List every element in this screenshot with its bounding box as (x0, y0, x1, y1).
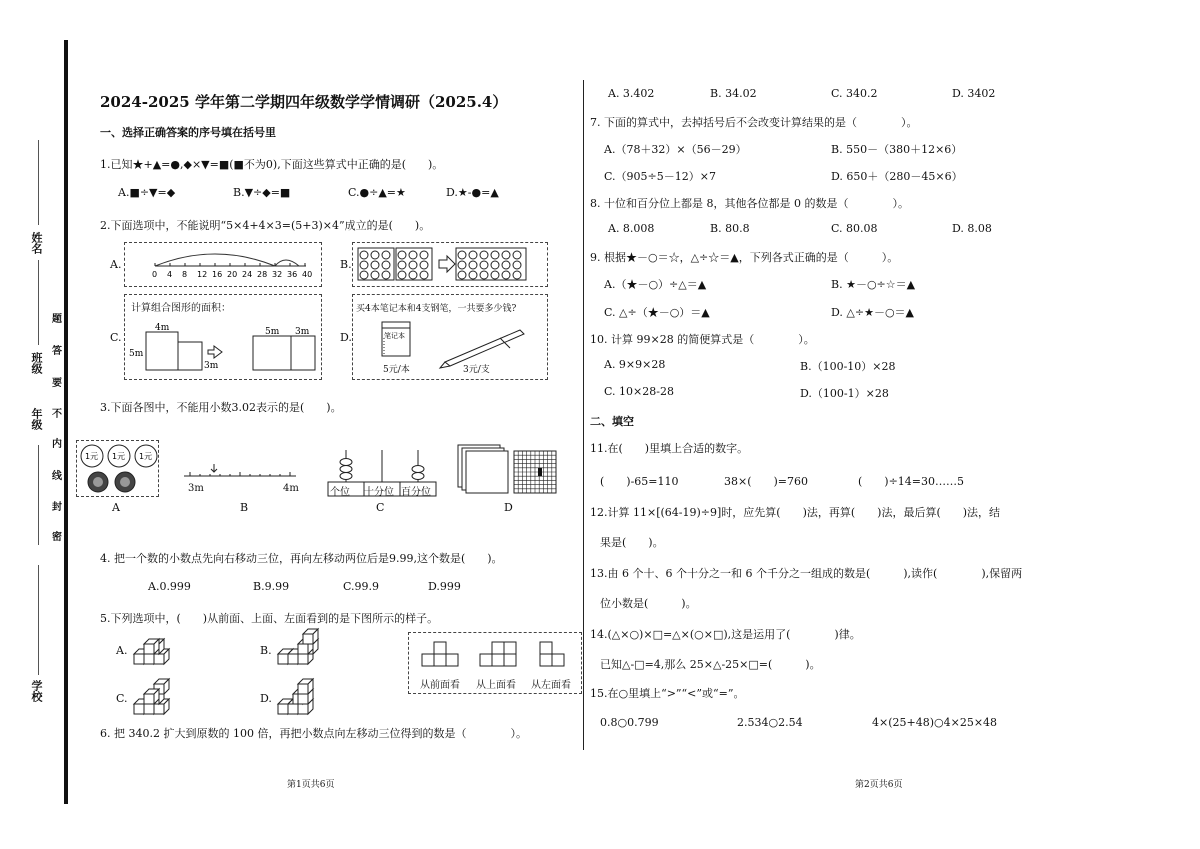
q5-stem: 5.下列选项中，( )从前面、上面、左面看到的是下图所示的样子。 (100, 612, 439, 625)
q3-letter-b: B (240, 501, 249, 514)
q1-option-d: D.★-●=▲ (446, 186, 499, 199)
q8-option-b: B. 80.8 (710, 222, 750, 235)
tick-label: 28 (257, 270, 268, 279)
three-views-figure (414, 636, 582, 672)
q1-option-b: B.▼÷◆=■ (233, 186, 291, 199)
cubes-a-figure (130, 632, 176, 668)
dot (513, 271, 521, 279)
q11-item-1: ( )-65=110 (600, 475, 679, 488)
q1-stem: 1.已知★+▲=●,◆×▼=■(■不为0),下面这些算式中正确的是( )。 (100, 158, 444, 171)
dot (420, 271, 428, 279)
q3-letter-d: D (504, 501, 513, 514)
school-line (38, 565, 39, 675)
q8-option-c: C. 80.08 (831, 222, 878, 235)
tick-label: 40 (302, 270, 313, 279)
q14-line2: 已知△-□=4,那么 25×△-25×□=( )。 (600, 658, 821, 671)
tick-label: 32 (272, 270, 283, 279)
dim-5m-b: 5m (265, 327, 280, 337)
dot (502, 251, 510, 259)
cubes-c-figure (130, 678, 190, 718)
q4-stem: 4. 把一个数的小数点先向右移动三位，再向左移动两位后是9.99,这个数是( )。 (100, 552, 503, 565)
q12-line2: 果是( )。 (600, 536, 664, 549)
tick-label: 20 (227, 270, 238, 279)
cube-face (134, 704, 144, 714)
q2-a-label: A. (110, 258, 122, 271)
dot (382, 261, 390, 269)
dot (371, 261, 379, 269)
cube-face (144, 654, 154, 664)
q10-stem: 10. 计算 99×28 的简便算式是（ ）。 (590, 333, 815, 346)
class-label: 班级 (30, 352, 43, 374)
q5-option-a: A. (116, 644, 128, 657)
q6-option-b: B. 34.02 (710, 87, 757, 100)
q6-option-a: A. 3.402 (608, 87, 655, 100)
q13-line2: 位小数是( )。 (600, 597, 697, 610)
view-left-label: 从左面看 (531, 680, 571, 691)
abacus-hundredths: 百分位 (401, 487, 431, 498)
seal-char: 题 (52, 314, 62, 325)
q10-option-d: D.（100-1）×28 (800, 387, 889, 400)
q2-b-label: B. (340, 258, 352, 271)
ruler-right-label: 4m (283, 483, 299, 494)
q4-option-a: A.0.999 (148, 580, 191, 593)
q7-stem: 7. 下面的算式中，去掉括号后不会改变计算结果的是（ ）。 (590, 116, 918, 129)
q8-stem: 8. 十位和百分位上都是 8，其他各位都是 0 的数是（ ）。 (590, 197, 909, 210)
dot (360, 271, 368, 279)
cube-face (288, 654, 298, 664)
notebook-label: 笔记本 (384, 332, 405, 340)
q11-item-3: ( )÷14=30……5 (858, 475, 965, 488)
section1-title: 一、选择正确答案的序号填在括号里 (100, 126, 276, 139)
coin-2: 1元 (112, 452, 126, 461)
cube-face (303, 634, 313, 644)
dot (398, 271, 406, 279)
q9-option-c: C. △÷（★－○）＝▲ (604, 306, 710, 319)
school-label: 学校 (30, 680, 43, 702)
dot (502, 271, 510, 279)
dot (398, 251, 406, 259)
dot (371, 271, 379, 279)
name-line (38, 140, 39, 225)
coin-3: 1元 (139, 452, 153, 461)
seal-char: 内 (52, 439, 62, 450)
q10-option-a: A. 9×9×28 (604, 358, 666, 371)
ruler-left-label: 3m (188, 483, 204, 494)
composite-figure (128, 318, 318, 376)
q10-option-c: C. 10×28-28 (604, 385, 674, 398)
q2-c-title: 计算组合图形的面积： (131, 303, 231, 314)
abacus-tenths: 十分位 (364, 487, 394, 498)
footer-left: 第1页共6页 (287, 780, 335, 790)
grade-label: 年级 (30, 408, 43, 430)
q5-option-c: C. (116, 692, 128, 705)
cube-face (144, 694, 154, 704)
dot (480, 271, 488, 279)
dot (513, 261, 521, 269)
q2-d-title: 买4本笔记本和4支钢笔，一共要多少钱? (356, 304, 517, 314)
cube-face (298, 704, 308, 714)
dim-3m: 3m (204, 361, 219, 371)
q8-option-d: D. 8.08 (952, 222, 992, 235)
tick-label: 8 (182, 270, 188, 279)
notebook-price: 5元/本 (383, 365, 410, 375)
column-divider (583, 80, 584, 750)
q2-d-label: D. (340, 331, 352, 344)
dot (469, 271, 477, 279)
seal-char: 不 (52, 409, 62, 420)
seal-char: 线 (52, 471, 62, 482)
cube-face (298, 644, 308, 654)
q12-line1: 12.计算 11×[(64-19)÷9]时，应先算( )法，再算( )法，最后算( )法，结 (590, 506, 1001, 519)
class-line (38, 260, 39, 345)
q2-stem: 2.下面选项中，不能说明“5×4+4×3=(5+3)×4”成立的是( )。 (100, 219, 431, 232)
dot (458, 251, 466, 259)
dot (513, 251, 521, 259)
dot (409, 261, 417, 269)
dot (458, 271, 466, 279)
q9-option-b: B. ★－○÷☆＝▲ (831, 278, 916, 291)
dot (491, 251, 499, 259)
dot (458, 261, 466, 269)
tick-label: 12 (197, 270, 208, 279)
q15-item-1: 0.8○0.799 (600, 716, 659, 729)
q11-stem: 11.在( )里填上合适的数字。 (590, 442, 749, 455)
cube-face (298, 694, 308, 704)
q13-line1: 13.由 6 个十、6 个十分之一和 6 个千分之一组成的数是( ),读作( ),保留两 (590, 567, 1023, 580)
q14-line1: 14.(△×○)×□=△×(○×□),这是运用了( )律。 (590, 628, 861, 641)
seal-char: 答 (52, 346, 62, 357)
dot (382, 251, 390, 259)
dot (409, 271, 417, 279)
q15-stem: 15.在○里填上“>”“<”或“=”。 (590, 687, 745, 700)
q7-option-a: A.（78＋32）×（56－29） (604, 143, 747, 156)
dot (398, 261, 406, 269)
q4-option-d: D.999 (428, 580, 461, 593)
q7-option-c: C.（905÷5－12）×7 (604, 170, 716, 183)
q1-option-c: C.●÷▲=★ (348, 186, 406, 199)
q15-item-3: 4×(25+48)○4×25×48 (872, 716, 998, 729)
cube-face (278, 654, 288, 664)
dot (502, 261, 510, 269)
page-title: 2024-2025 学年第二学期四年级数学学情调研（2025.4） (100, 93, 508, 111)
view-front-label: 从前面看 (420, 680, 460, 691)
section2-title: 二、填空 (590, 415, 634, 428)
dot (491, 271, 499, 279)
q11-item-2: 38×( )=760 (724, 475, 809, 488)
q4-option-b: B.9.99 (253, 580, 290, 593)
binding-line (64, 40, 68, 804)
grade-line (38, 445, 39, 545)
seal-char: 密 (52, 532, 62, 543)
q8-option-a: A. 8.008 (608, 222, 655, 235)
dot (409, 251, 417, 259)
coins-figure (78, 442, 158, 496)
pen-price: 3元/支 (463, 365, 490, 375)
cube-face (288, 704, 298, 714)
q3-stem: 3.下面各图中，不能用小数3.02表示的是( )。 (100, 401, 342, 414)
dot (480, 251, 488, 259)
cube-face (298, 654, 308, 664)
seal-char: 要 (52, 378, 62, 389)
dot (360, 261, 368, 269)
dot (420, 261, 428, 269)
dot (371, 251, 379, 259)
dot (420, 251, 428, 259)
tick-label: 16 (212, 270, 223, 279)
q3-letter-a: A (112, 501, 120, 514)
dot (491, 261, 499, 269)
cube-face (298, 684, 308, 694)
grid-squares-figure (456, 443, 560, 497)
tick-label: 4 (167, 270, 173, 279)
abacus-ones: 个位 (330, 487, 350, 498)
dot (469, 261, 477, 269)
cube-face (134, 654, 144, 664)
q3-letter-c: C (376, 501, 385, 514)
cubes-d-figure (274, 680, 334, 718)
tick-label: 36 (287, 270, 298, 279)
name-label: 姓名 (30, 232, 43, 254)
view-top-label: 从上面看 (476, 680, 516, 691)
q9-option-d: D. △÷★－○＝▲ (831, 306, 915, 319)
dot (469, 251, 477, 259)
q5-option-b: B. (260, 644, 272, 657)
dim-3m-b: 3m (295, 327, 310, 337)
q4-option-c: C.99.9 (343, 580, 380, 593)
cubes-b-figure (274, 628, 334, 668)
q15-item-2: 2.534○2.54 (737, 716, 803, 729)
seal-char: 封 (52, 502, 62, 513)
q6-stem: 6. 把 340.2 扩大到原数的 100 倍，再把小数点向左移动三位得到的数是（ ）。 (100, 727, 527, 740)
footer-right: 第2页共6页 (855, 780, 903, 790)
q6-option-c: C. 340.2 (831, 87, 878, 100)
cube-face (278, 704, 288, 714)
tick-label: 0 (152, 270, 158, 279)
q1-option-a: A.■÷▼=◆ (118, 186, 176, 199)
q2-c-label: C. (110, 331, 122, 344)
q6-option-d: D. 3402 (952, 87, 996, 100)
tick-label: 24 (242, 270, 253, 279)
cube-face (144, 644, 154, 654)
coin-1: 1元 (85, 452, 99, 461)
q5-option-d: D. (260, 692, 272, 705)
dot (382, 271, 390, 279)
q9-stem: 9. 根据★－○＝☆，△÷☆＝▲，下列各式正确的是（ ）。 (590, 251, 899, 264)
q9-option-a: A.（★－○）÷△＝▲ (604, 278, 707, 291)
dot-array-figure (356, 246, 546, 284)
number-line-figure (140, 246, 315, 282)
cube-face (154, 654, 164, 664)
dim-4m: 4m (155, 323, 170, 333)
dot (480, 261, 488, 269)
q10-option-b: B.（100-10）×28 (800, 360, 896, 373)
dot (360, 251, 368, 259)
q7-option-d: D. 650＋（280－45×6） (831, 170, 963, 183)
q7-option-b: B. 550－（380＋12×6） (831, 143, 963, 156)
cube-face (144, 704, 154, 714)
dim-5m: 5m (129, 349, 144, 359)
cube-face (154, 704, 164, 714)
